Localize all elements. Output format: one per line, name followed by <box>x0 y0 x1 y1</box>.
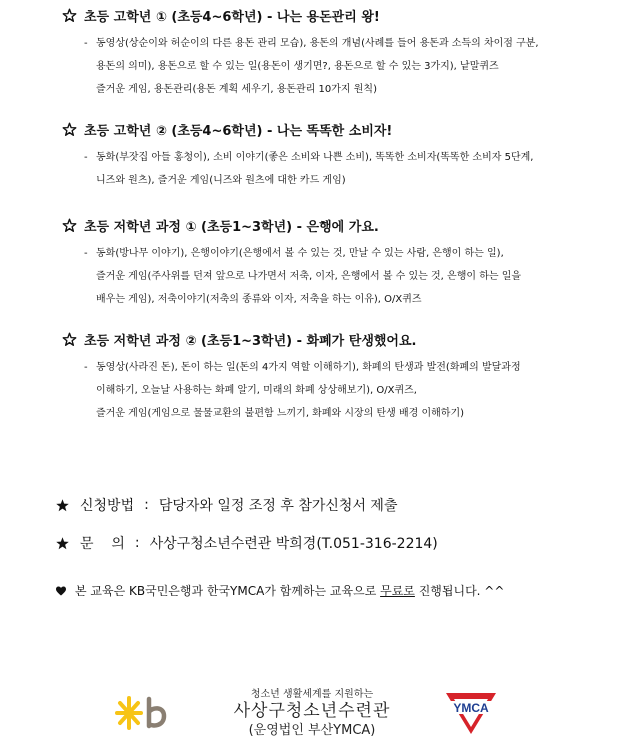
course-desc-line: 즐거운 게임, 용돈관리(용돈 계획 세우기, 용돈관리 10가지 원칙) <box>96 84 377 95</box>
org-operator: (운영법인 부산YMCA) <box>248 723 376 738</box>
course-section-3 <box>62 214 622 311</box>
notice-suffix: 진행됩니다. ^^ <box>414 584 505 598</box>
notice-line <box>55 582 504 599</box>
dash-bullet: - <box>84 362 88 373</box>
course-desc-line: 동영상(사라진 돈), 돈이 하는 일(돈의 4가지 역할 이해하기), 화폐의 탄생과 발전(화폐의 발달과정 <box>96 362 521 373</box>
apply-method-value: 담당자와 일정 조정 후 참가신청서 제출 <box>158 498 398 514</box>
course-title: 초등 저학년 과정 ② (초등1~3학년) - 화폐가 탄생했어요. <box>84 333 417 349</box>
ymca-logo <box>444 690 498 736</box>
heart-icon <box>55 585 67 597</box>
kb-logo <box>112 693 176 733</box>
notice-free-emphasis: 무료로 <box>380 584 415 598</box>
star-outline-icon <box>62 332 77 347</box>
course-desc-line: 용돈의 의미), 용돈으로 할 수 있는 일(용돈이 생기면?, 용돈으로 할 수 있는 3가지), 낱말퀴즈 <box>96 61 499 72</box>
apply-method-label: 신청방법 <box>80 498 135 514</box>
course-desc-line: 즐거운 게임(주사위를 던져 앞으로 나가면서 저축, 이자, 은행에서 볼 수 있는 것, 은행이 하는 일을 <box>96 271 522 282</box>
dash-bullet: - <box>84 152 88 163</box>
contact-row <box>55 531 438 555</box>
contact-value: 사상구청소년수련관 박희경(T.051-316-2214) <box>149 536 438 552</box>
star-outline-icon <box>62 8 77 23</box>
course-section-1 <box>62 4 622 101</box>
dash-bullet: - <box>84 248 88 259</box>
ymca-logo-text: YMCA <box>453 701 489 715</box>
colon-separator: : <box>144 497 149 513</box>
course-desc-line: 동영상(상순이와 허순이의 다른 용돈 관리 모습), 용돈의 개념(사례를 들어 용돈과 소득의 차이점 구분, <box>96 38 539 49</box>
colon-separator: : <box>134 535 140 551</box>
course-desc-line: 배우는 게임), 저축이야기(저축의 종류와 이자, 저축을 하는 이유), O/X퀴즈 <box>96 294 422 305</box>
course-title: 초등 고학년 ② (초등4~6학년) - 나는 똑똑한 소비자! <box>84 123 393 139</box>
org-tagline: 청소년 생활세계를 지원하는 <box>250 689 374 700</box>
course-section-2 <box>62 118 622 192</box>
contact-label: 문 의 <box>80 536 125 552</box>
course-desc-line: 동화(방나무 이야기), 은행이야기(은행에서 볼 수 있는 것, 만날 수 있는 사람, 은행이 하는 일), <box>96 248 504 259</box>
notice-text: 본 교육은 KB국민은행과 한국YMCA가 함께하는 교육으로 <box>75 584 381 598</box>
star-outline-icon <box>62 218 77 233</box>
apply-method-row <box>55 493 397 517</box>
course-desc-line: 니즈와 원츠), 즐거운 게임(니즈와 원츠에 대한 카드 게임) <box>96 175 346 186</box>
dash-bullet: - <box>84 38 88 49</box>
course-desc-line: 즐거운 게임(게임으로 물물교환의 불편함 느끼기, 화폐와 시장의 탄생 배경 이해하기) <box>96 408 465 419</box>
org-block <box>222 688 402 739</box>
star-solid-icon <box>55 498 70 513</box>
star-outline-icon <box>62 122 77 137</box>
org-name: 사상구청소년수련관 <box>233 701 391 721</box>
course-title: 초등 저학년 과정 ① (초등1~3학년) - 은행에 가요. <box>84 219 379 235</box>
star-solid-icon <box>55 536 70 551</box>
course-title: 초등 고학년 ① (초등4~6학년) - 나는 용돈관리 왕! <box>84 9 380 25</box>
course-desc-line: 동화(부잣집 아들 홍청이), 소비 이야기(좋은 소비와 나쁜 소비), 똑똑한 소비자(똑똑한 소비자 5단계, <box>96 152 534 163</box>
course-section-4 <box>62 328 622 425</box>
course-desc-line: 이해하기, 오늘날 사용하는 화폐 알기, 미래의 화폐 상상해보기), O/X퀴즈, <box>96 385 417 396</box>
